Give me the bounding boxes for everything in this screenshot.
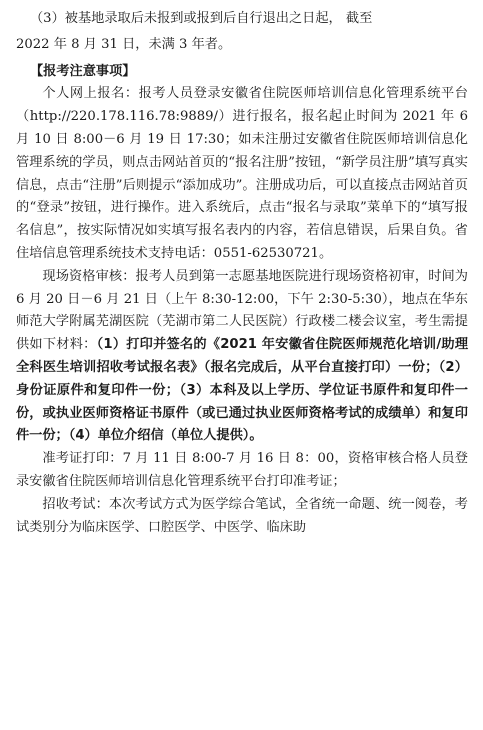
onsite-review-text: 现场资格审核：报考人员到第一志愿基地医院进行现场资格初审，时间为 6 月 20 日－6 月 21 日（上午 8:30-12:00，下午 2:30-5:30），地点在华东师范大学附属芜湖医院（芜湖市第二人民医院）行政楼二楼会议室，考生需提供如下材料： <box>16 268 468 353</box>
online-registration-paragraph: 个人网上报名：报考人员登录安徽省住院医师培训信息化管理系统平台（http://220.178.116.78:9889/）进行报名，报名起止时间为 2021 年 6 月 10 日 8:00－6 月 19 日 17:30；如未注册过安徽省住院医师培训信息化管理系统的学员，则点击网站首页的“报名注册”按钮，“新学员注册”填写真实信息，点击“注册”后则提示“添加成功”。注册成功后，可以直接点击网站首页的“登录”按钮，进行操作。进入系统后，点击“报名与录取”菜单下的“填写报名信息”，按实际情况如实填写报名表内的内容，若信息错误，后果自负。省住培信息管理系统技术支持电话：0551-62530721。 <box>16 86 468 261</box>
onsite-review-paragraph <box>16 266 468 448</box>
onsite-materials-bold: （1）打印并签名的《2021 年安徽省住院医师规范化培训/助理全科医生培训招收考试报名表》（报名完成后，从平台直接打印）一份；（2）身份证原件和复印件一份；（3）本科及以上学历、学位证书原件和复印件一份，或执业医师资格证书原件（或已通过执业医师资格考试的成绩单）和复印件一份；（4）单位介绍信（单位人提供）。 <box>16 337 469 444</box>
document-page <box>16 8 468 539</box>
admission-ticket-paragraph: 准考证打印：7 月 11 日 8:00-7 月 16 日 8：00，资格审核合格人员登录安徽省住院医师培训信息化管理系统平台打印准考证； <box>16 451 468 489</box>
intro-line-1: （3）被基地录取后未报到或报到后自行退出之日起， 截至 <box>30 11 373 26</box>
exam-paragraph: 招收考试：本次考试方式为医学综合笔试，全省统一命题、统一阅卷，考试类别分为临床医学、口腔医学、中医学、临床助 <box>16 496 468 535</box>
intro-line-2: 2022 年 8 月 31 日，未满 3 年者。 <box>16 36 232 52</box>
section-title: 【报考注意事项】 <box>30 63 136 79</box>
